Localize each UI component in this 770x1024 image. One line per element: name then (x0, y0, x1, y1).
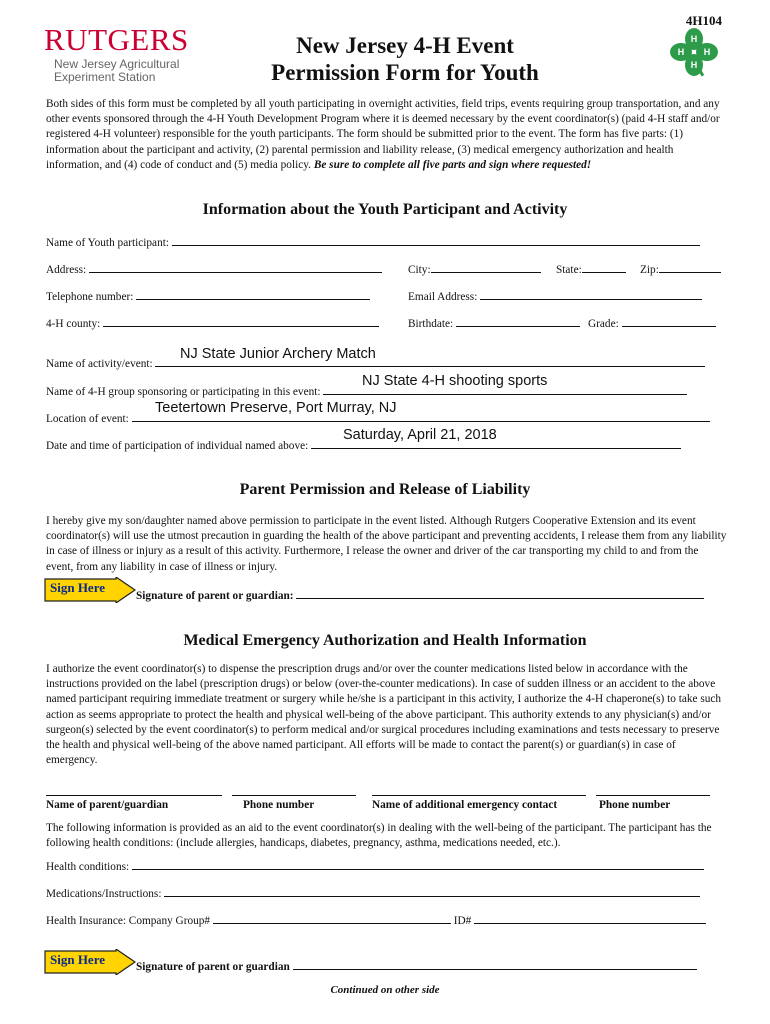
medications-row (46, 885, 700, 900)
email-label: Email Address: (408, 291, 478, 303)
zip-label: Zip: (640, 264, 659, 276)
city-row (408, 261, 541, 276)
col-emergency-contact: Name of additional emergency contact (372, 799, 558, 811)
birthdate-field[interactable] (456, 315, 580, 327)
youth-name-field[interactable] (172, 234, 700, 246)
state-field[interactable] (582, 261, 626, 273)
insurance-label: Health Insurance: Company Group# (46, 915, 211, 927)
parent-phone-field[interactable] (232, 784, 356, 796)
city-label: City: (408, 264, 431, 276)
svg-text:H: H (690, 60, 698, 70)
signature-row-1 (136, 587, 704, 602)
address-row (46, 261, 382, 276)
permission-paragraph: I hereby give my son/daughter named above permission to participate in the event listed. Although Rutgers Cooperative Extension and its event coordinator(s) will use the utmost precaution in guarding the health of the above participant and preventing accidents, I release them from any liability in case of illness or injury as a result of this activity. Furthermore, I release the owner and driver of the car transporting my child to and from the event, from any liability in case of illness or injury. (46, 515, 727, 573)
state-label: State: (556, 264, 582, 276)
activity-label: Name of activity/event: (46, 358, 153, 370)
medications-label: Medications/Instructions: (46, 888, 162, 900)
grade-row (588, 315, 716, 330)
email-row (408, 288, 702, 303)
col-parent-phone: Phone number (243, 799, 315, 811)
birthdate-row (408, 315, 580, 330)
rutgers-logo: RUTGERS (44, 22, 189, 57)
grade-label: Grade: (588, 318, 619, 330)
signature-label: Signature of parent or guardian (136, 961, 290, 973)
intro-paragraph (46, 97, 728, 173)
zip-row (640, 261, 721, 276)
sign-here-tab-1[interactable] (44, 577, 136, 608)
section-heading-participant: Information about the Youth Participant and Activity (202, 201, 568, 218)
emergency-contact-field[interactable] (372, 784, 586, 796)
continued-note: Continued on other side (330, 984, 440, 996)
telephone-label: Telephone number: (46, 291, 134, 303)
health-conditions-row (46, 858, 704, 873)
svg-text:H: H (703, 47, 711, 57)
insurance-id-label: ID# (453, 915, 472, 927)
signature-row-2 (136, 958, 697, 973)
email-field[interactable] (480, 288, 702, 300)
col-parent-name: Name of parent/guardian (46, 799, 169, 811)
logo-subtitle-line2: Experiment Station (54, 70, 156, 84)
county-field[interactable] (103, 315, 379, 327)
county-label: 4-H county: (46, 318, 101, 330)
date-label: Date and time of participation of individual named above: (46, 440, 309, 452)
health-conditions-label: Health conditions: (46, 861, 130, 873)
4h-clover-icon (668, 26, 720, 78)
youth-name-label: Name of Youth participant: (46, 237, 169, 249)
parent-name-field[interactable] (46, 784, 222, 796)
health-info-paragraph: The following information is provided as an aid to the event coordinator(s) in dealing with the well-being of the participant. The participant has the following health conditions: (include allergies, handicaps, diabetes, pregnancy, asthma, medications needed, etc.). (46, 822, 712, 850)
insurance-id-field[interactable] (474, 912, 706, 924)
section-heading-permission: Parent Permission and Release of Liability (239, 481, 531, 498)
health-conditions-field[interactable] (132, 858, 704, 870)
state-row (556, 261, 626, 276)
medications-field[interactable] (164, 885, 700, 897)
grade-field[interactable] (622, 315, 716, 327)
group-value: NJ State 4-H shooting sports (362, 373, 548, 389)
intro-emphasis: Be sure to complete all five parts and sign where requested! (313, 158, 592, 171)
youth-name-row (46, 234, 700, 249)
svg-text:H: H (677, 47, 685, 57)
location-label: Location of event: (46, 413, 129, 425)
county-row (46, 315, 379, 330)
insurance-group-field[interactable] (213, 912, 451, 924)
activity-value: NJ State Junior Archery Match (180, 346, 376, 362)
medical-signature-field[interactable] (293, 958, 697, 970)
telephone-row (46, 288, 370, 303)
address-label: Address: (46, 264, 87, 276)
signature-label: Signature of parent or guardian: (136, 590, 294, 602)
zip-field[interactable] (659, 261, 721, 273)
group-label: Name of 4-H group sponsoring or participating in this event: (46, 386, 321, 398)
form-title-line2: Permission Form for Youth (271, 60, 539, 85)
emergency-phone-field[interactable] (596, 784, 710, 796)
section-heading-medical: Medical Emergency Authorization and Health Information (183, 632, 587, 649)
date-value: Saturday, April 21, 2018 (343, 427, 497, 443)
sign-here-label: Sign Here (50, 580, 106, 595)
city-field[interactable] (431, 261, 541, 273)
telephone-field[interactable] (136, 288, 370, 300)
intro-text: Both sides of this form must be completed by all youth participating in overnight activities, field trips, events requiring group transportation, and any other events sponsored through the 4-H Youth Development Program where it is deemed necessary by the event coordinator(s) (paid 4-H staff and/or registered 4-H volunteer) responsible for the youth participants. The form should be submitted prior to the event. The form has five parts: (1) information about the participant and activity, (2) parental permission and liability release, (3) medical emergency authorization and health information, and (4) code of conduct and (5) media policy. (46, 98, 720, 171)
birthdate-label: Birthdate: (408, 318, 454, 330)
insurance-row (46, 912, 706, 927)
sign-here-tab-2[interactable] (44, 949, 136, 980)
col-emergency-phone: Phone number (599, 799, 671, 811)
location-value: Teetertown Preserve, Port Murray, NJ (155, 400, 397, 416)
logo-subtitle-line1: New Jersey Agricultural (54, 57, 180, 71)
svg-text:H: H (690, 34, 698, 44)
address-field[interactable] (89, 261, 382, 273)
sign-here-label: Sign Here (50, 952, 106, 967)
form-title-line1: New Jersey 4-H Event (296, 33, 514, 58)
parent-signature-field[interactable] (296, 587, 704, 599)
form-id: 4H104 (685, 13, 722, 28)
medical-paragraph: I authorize the event coordinator(s) to dispense the prescription drugs and/or over the counter medications listed below in accordance with the instructions provided on the label (prescription drugs) or below (over-the-counter medications). In case of sudden illness or an accident to the above named participant requiring immediate treatment or surgery while he/she is a participant in this activity, I authorize the 4-H chaperone(s) to take such action as seems appropriate to protect the health and physical well-being of the above participant. This authority extends to any physician(s) and/or surgeon(s) selected by the event coordinator(s) to perform medical and/or surgical procedures including examinations and tests necessary to preserve the health and physical well-being of the above named participant. All efforts will be made to contact the parent(s) or guardian(s) in case of emergency. (46, 663, 722, 767)
